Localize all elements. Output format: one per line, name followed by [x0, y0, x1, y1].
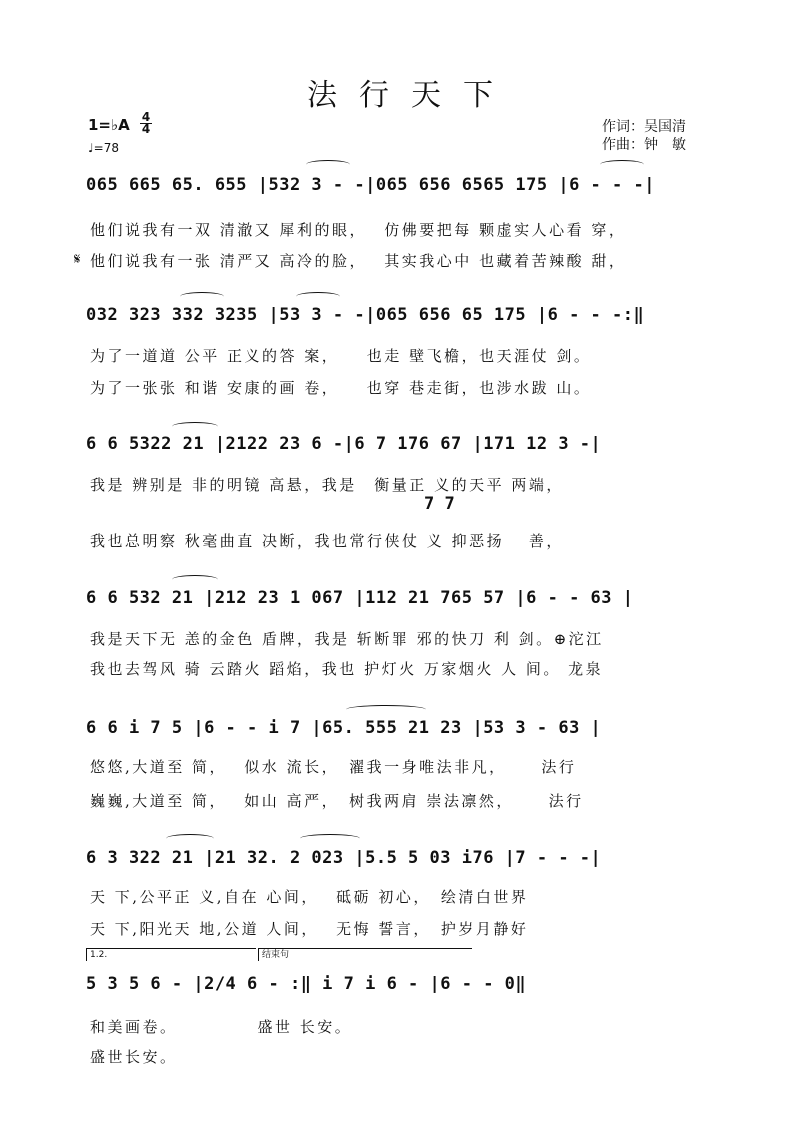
notation-line-7: 5 3 5 6 - |2/4 6 - :‖ i 7 i 6 - |6 - - 0‖ — [86, 974, 527, 994]
lyrics-line-5-verse-1: 悠悠,大道至 简， 似水 流长， 濯我一身唯法非凡， 法行 — [90, 758, 577, 776]
notation-line-1: 065 665 65. 655 |532 3 - -|065 656 6565 175 |6 - - -| — [86, 175, 655, 195]
tempo-marking: ♩=78 — [88, 141, 119, 155]
slur — [346, 705, 426, 714]
triplet-slur — [306, 160, 350, 169]
slur — [172, 575, 218, 584]
notation-line-2: 032 323 332 3235 |53 3 - -|065 656 65 175 |6 - - -:‖ — [86, 305, 645, 325]
key-signature: 1=♭A — [88, 116, 130, 134]
lyrics-line-1-verse-2: 他们说我有一张 清严又 高冷的脸， 其实我心中 也藏着苦辣酸 甜， — [90, 252, 627, 270]
lyrics-line-4-verse-1: 我是天下无 恙的金色 盾牌，我是 斩断罪 邪的快刀 利 剑。⊕沱江 — [90, 630, 604, 648]
volta-bracket-ending: 结束句 — [258, 948, 472, 961]
lyrics-line-2-verse-2: 为了一张张 和谐 安康的画 卷， 也穿 巷走街，也涉水跋 山。 — [90, 379, 592, 397]
lyrics-line-1-verse-1: 他们说我有一双 清澈又 犀利的眼， 仿佛要把每 颗虚实人心看 穿， — [90, 221, 627, 239]
lyrics-line-7-verse-1: 和美画卷。 盛世 长安。 — [90, 1018, 353, 1036]
time-sig-top: 4 — [141, 110, 151, 124]
segno-icon: 𝄋 — [74, 250, 81, 268]
slur — [300, 834, 360, 843]
notation-line-3: 6 6 5322 21 |2122 23 6 -|6 7 176 67 |171 12 3 -| — [86, 434, 602, 454]
composer-credit: 作曲：钟 敏 — [602, 137, 686, 153]
lyrics-line-5-verse-2: 巍巍,大道至 简， 如山 高严， 树我两肩 崇法凛然， 法行 — [90, 792, 584, 810]
lyrics-line-6-verse-1: 天 下,公平正 义,自在 心间， 砥砺 初心， 绘清白世界 — [90, 888, 529, 906]
song-title: 法行天下 — [307, 78, 515, 113]
lyrics-line-3-verse-1: 我是 辨别是 非的明镜 高悬，我是 衡量正 义的天平 两端， — [90, 476, 564, 494]
notation-line-6: 6 3 322 21 |21 32. 2 023 |5.5 5 03 i76 |7 - - -| — [86, 848, 602, 868]
slur — [166, 834, 214, 843]
lyrics-line-4-verse-2: 我也去驾风 骑 云踏火 蹈焰，我也 护灯火 万家烟火 人 间。 龙泉 — [90, 660, 604, 678]
alternate-notes: 7 7 — [424, 494, 455, 514]
lyricist-credit: 作词：吴国清 — [602, 119, 686, 135]
lyrics-line-2-verse-1: 为了一道道 公平 正义的答 案， 也走 壁飞檐，也天涯仗 剑。 — [90, 347, 592, 365]
triplet-slur — [600, 160, 644, 169]
time-signature — [140, 112, 152, 135]
notation-line-4: 6 6 532 21 |212 23 1 067 |112 21 765 57 |6 - - 63 | — [86, 588, 634, 608]
volta-bracket-1: 1.2. — [86, 948, 256, 961]
lyrics-line-6-verse-2: 天 下,阳光天 地,公道 人间， 无悔 誓言， 护岁月静好 — [90, 920, 529, 938]
notation-line-5: 6 6 i 7 5 |6 - - i 7 |65. 555 21 23 |53 3 - 63 | — [86, 718, 602, 738]
lyrics-line-7-verse-2: 盛世长安。 — [90, 1048, 178, 1066]
slur — [180, 292, 224, 301]
slur — [172, 422, 218, 431]
slur — [296, 292, 340, 301]
time-sig-bottom: 4 — [141, 122, 151, 136]
lyrics-line-3-verse-2: 我也总明察 秋毫曲直 决断，我也常行侠仗 义 抑恶扬 善， — [90, 532, 564, 550]
